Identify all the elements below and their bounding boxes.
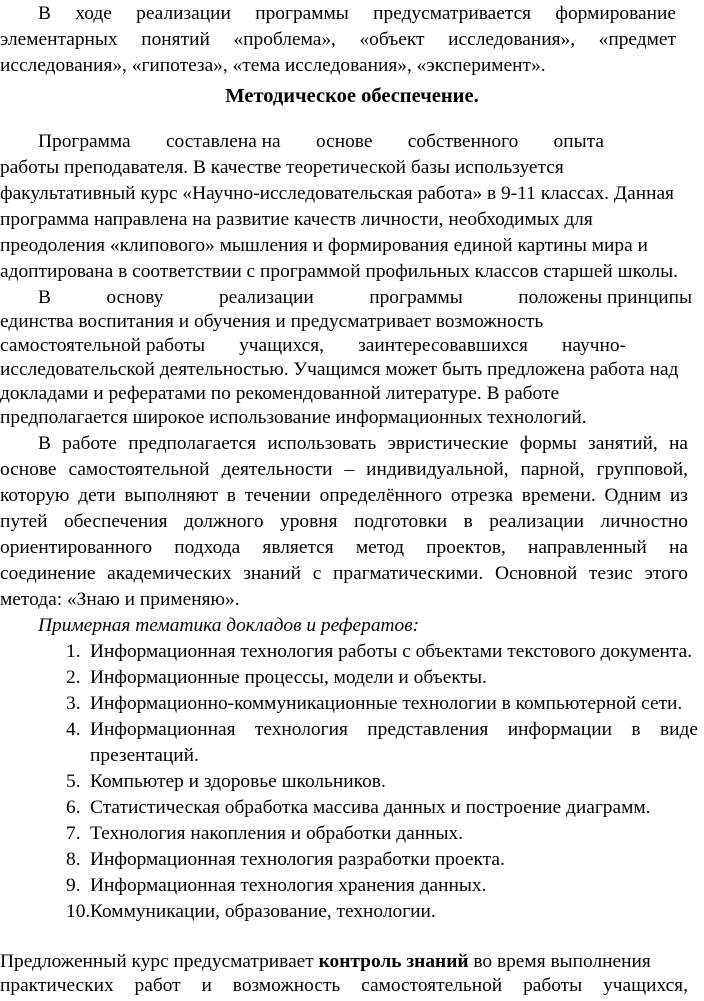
- word: В: [38, 3, 51, 24]
- word: самостоятельной работы: [0, 335, 205, 356]
- word: «проблема»,: [233, 29, 336, 50]
- word: формирование: [555, 3, 676, 24]
- para3-line-7: метода: «Знаю и применяю».: [0, 589, 240, 610]
- list-item: [0, 900, 704, 924]
- word: собственного: [407, 131, 519, 152]
- para1-line-6: адоптирована в соответствии с программой профильных классов старшей школы.: [0, 261, 679, 282]
- word: практических: [0, 975, 114, 996]
- word: возможность: [232, 975, 341, 996]
- word: использовать: [267, 433, 377, 454]
- list-item-text: Технология накопления и обработки данных.: [90, 823, 464, 844]
- word: дети: [78, 485, 116, 506]
- list-item-text: Информационно-коммуникационные технологии в компьютерной сети.: [90, 693, 683, 714]
- word: должного: [183, 511, 264, 532]
- para3-line-3: [0, 484, 704, 508]
- para3-line-4: [0, 510, 704, 534]
- list-item: [0, 692, 704, 716]
- word: –: [344, 459, 355, 480]
- word: виде: [659, 719, 698, 740]
- word: Программа: [38, 131, 131, 152]
- word: прагматическими.: [333, 563, 484, 584]
- closing-text: во время выполнения: [468, 951, 651, 972]
- word: занятий,: [588, 433, 658, 454]
- word: реализации: [489, 511, 584, 532]
- word: уровня: [280, 511, 338, 532]
- word: которую: [0, 485, 70, 506]
- intro-line-2: [0, 28, 704, 52]
- list-item-text: презентаций.: [90, 745, 199, 766]
- para2-line-6: предполагается широкое использование информационных технологий.: [0, 407, 587, 428]
- topics-title: Примерная тематика докладов и рефератов:: [38, 615, 420, 636]
- word: программы: [255, 3, 349, 24]
- word: информации: [507, 719, 613, 740]
- word: знаний: [243, 563, 302, 584]
- list-item-number: 4.: [66, 719, 81, 740]
- closing-line-1: [0, 950, 704, 974]
- word: подхода: [174, 537, 241, 558]
- word: понятий: [141, 29, 210, 50]
- list-item: [0, 640, 704, 664]
- word: опыта: [553, 131, 604, 152]
- list-item: [0, 666, 704, 690]
- list-item-text: [90, 718, 698, 742]
- word: работе: [62, 433, 117, 454]
- word: академических: [107, 563, 232, 584]
- word: предполагается: [128, 433, 257, 454]
- word: научно-: [562, 335, 626, 356]
- word: проектов,: [426, 537, 506, 558]
- word: с: [312, 563, 322, 584]
- word: учащихся,: [603, 975, 688, 996]
- word: элементарных: [0, 29, 118, 50]
- word: и: [201, 975, 212, 996]
- word: основе: [0, 459, 57, 480]
- word: самостоятельной: [361, 975, 503, 996]
- para3-line-2: [0, 458, 704, 482]
- list-item: [0, 874, 704, 898]
- list-item-text: Информационные процессы, модели и объекты.: [90, 667, 487, 688]
- list-item: [0, 822, 704, 846]
- list-item-number: 8.: [66, 849, 81, 870]
- word: в: [631, 719, 641, 740]
- word: реализации: [218, 287, 314, 308]
- word: на: [669, 433, 688, 454]
- para2-line-1: [0, 286, 704, 310]
- word: формы: [519, 433, 577, 454]
- word: программы: [369, 287, 463, 308]
- list-item: [0, 848, 704, 872]
- word: «объект: [359, 29, 425, 50]
- word: основу: [106, 287, 164, 308]
- word: путей: [0, 511, 48, 532]
- para2-line-3: [0, 334, 704, 358]
- word: представления: [367, 719, 489, 740]
- word: определённого: [319, 485, 443, 506]
- word: составлена на: [165, 131, 281, 152]
- word: Основной: [494, 563, 578, 584]
- word: соединение: [0, 563, 96, 584]
- list-item-number: 5.: [66, 771, 81, 792]
- para2-line-2: единства воспитания и обучения и предусматривает возможность: [0, 311, 544, 332]
- word: В: [38, 433, 51, 454]
- word: отрезка: [450, 485, 513, 506]
- intro-line-1: [0, 2, 704, 26]
- word: течении: [244, 485, 311, 506]
- para1-line-4: программа направлена на развитие качеств личности, необходимых для: [0, 209, 593, 230]
- para3-line-5: [0, 536, 704, 560]
- list-item-continuation: [0, 744, 704, 768]
- closing-bold-term: контроль знаний: [318, 951, 469, 972]
- word: индивидуальной,: [366, 459, 509, 480]
- list-item-number: 2.: [66, 667, 81, 688]
- closing-text: Предложенный курс предусматривает: [0, 951, 319, 972]
- word: основе: [315, 131, 373, 152]
- word: самостоятельной: [68, 459, 210, 480]
- para3-line-1: [0, 432, 704, 456]
- word: парной,: [520, 459, 585, 480]
- word: обеспечения: [63, 511, 168, 532]
- word: в: [226, 485, 236, 506]
- list-item-number: 1.: [66, 641, 81, 662]
- intro-line-3: исследования», «гипотеза», «тема исследования», «эксперимент».: [0, 55, 546, 76]
- word: в: [463, 511, 473, 532]
- word: деятельности: [221, 459, 333, 480]
- word: из: [669, 485, 688, 506]
- word: предусматривается: [373, 3, 532, 24]
- word: является: [262, 537, 334, 558]
- word: групповой,: [596, 459, 688, 480]
- list-item: [0, 718, 704, 742]
- word: заинтересовавшихся: [358, 335, 528, 356]
- word: тезис: [588, 563, 633, 584]
- word: «предмет: [598, 29, 676, 50]
- word: положены принципы: [518, 287, 692, 308]
- word: личностно: [600, 511, 688, 532]
- list-item-number: 6.: [66, 797, 81, 818]
- list-item-number: 10.: [66, 901, 91, 922]
- list-item-number: 7.: [66, 823, 81, 844]
- para1-line-3: факультативный курс «Научно-исследовательская работа» в 9-11 классах. Данная: [0, 183, 674, 204]
- word: Информационная: [90, 719, 236, 740]
- closing-line-2: [0, 974, 704, 998]
- word: работ: [134, 975, 181, 996]
- para1-line-5: преодоления «клипового» мышления и формирования единой картины мира и: [0, 235, 648, 256]
- word: Одним: [604, 485, 662, 506]
- para2-line-5: докладами и рефератами по рекомендованной литературе. В работе: [0, 383, 560, 404]
- para1-line-1: [0, 130, 704, 154]
- word: подготовки: [354, 511, 448, 532]
- para1-line-2: работы преподавателя. В качестве теоретической базы используется: [0, 157, 564, 178]
- word: В: [38, 287, 51, 308]
- word: технология: [254, 719, 348, 740]
- para3-line-6: [0, 562, 704, 586]
- word: реализации: [136, 3, 231, 24]
- list-item-number: 3.: [66, 693, 81, 714]
- word: ходе: [75, 3, 112, 24]
- word: выполняют: [124, 485, 218, 506]
- list-item-text: Информационная технология хранения данных.: [90, 875, 487, 896]
- word: работы: [523, 975, 583, 996]
- word: ориентированного: [0, 537, 153, 558]
- list-item-text: Коммуникации, образование, технологии.: [90, 901, 436, 922]
- word: учащихся,: [239, 335, 324, 356]
- list-item: [0, 796, 704, 820]
- word: времени.: [521, 485, 596, 506]
- word: эвристические: [387, 433, 509, 454]
- list-item-number: 9.: [66, 875, 81, 896]
- list-item-text: Статистическая обработка массива данных и построение диаграмм.: [90, 797, 651, 818]
- word: метод: [355, 537, 404, 558]
- word: направленный: [528, 537, 647, 558]
- list-item-text: Информационная технология разработки проекта.: [90, 849, 505, 870]
- list-item-text: Информационная технология работы с объектами текстового документа.: [90, 641, 693, 662]
- para2-line-4: исследовательской деятельностью. Учащимся может быть предложена работа над: [0, 359, 679, 380]
- list-item: [0, 770, 704, 794]
- word: на: [668, 537, 688, 558]
- section-heading: Методическое обеспечение.: [225, 85, 479, 107]
- word: исследования»,: [448, 29, 576, 50]
- list-item-text: Компьютер и здоровье школьников.: [90, 771, 386, 792]
- word: этого: [644, 563, 688, 584]
